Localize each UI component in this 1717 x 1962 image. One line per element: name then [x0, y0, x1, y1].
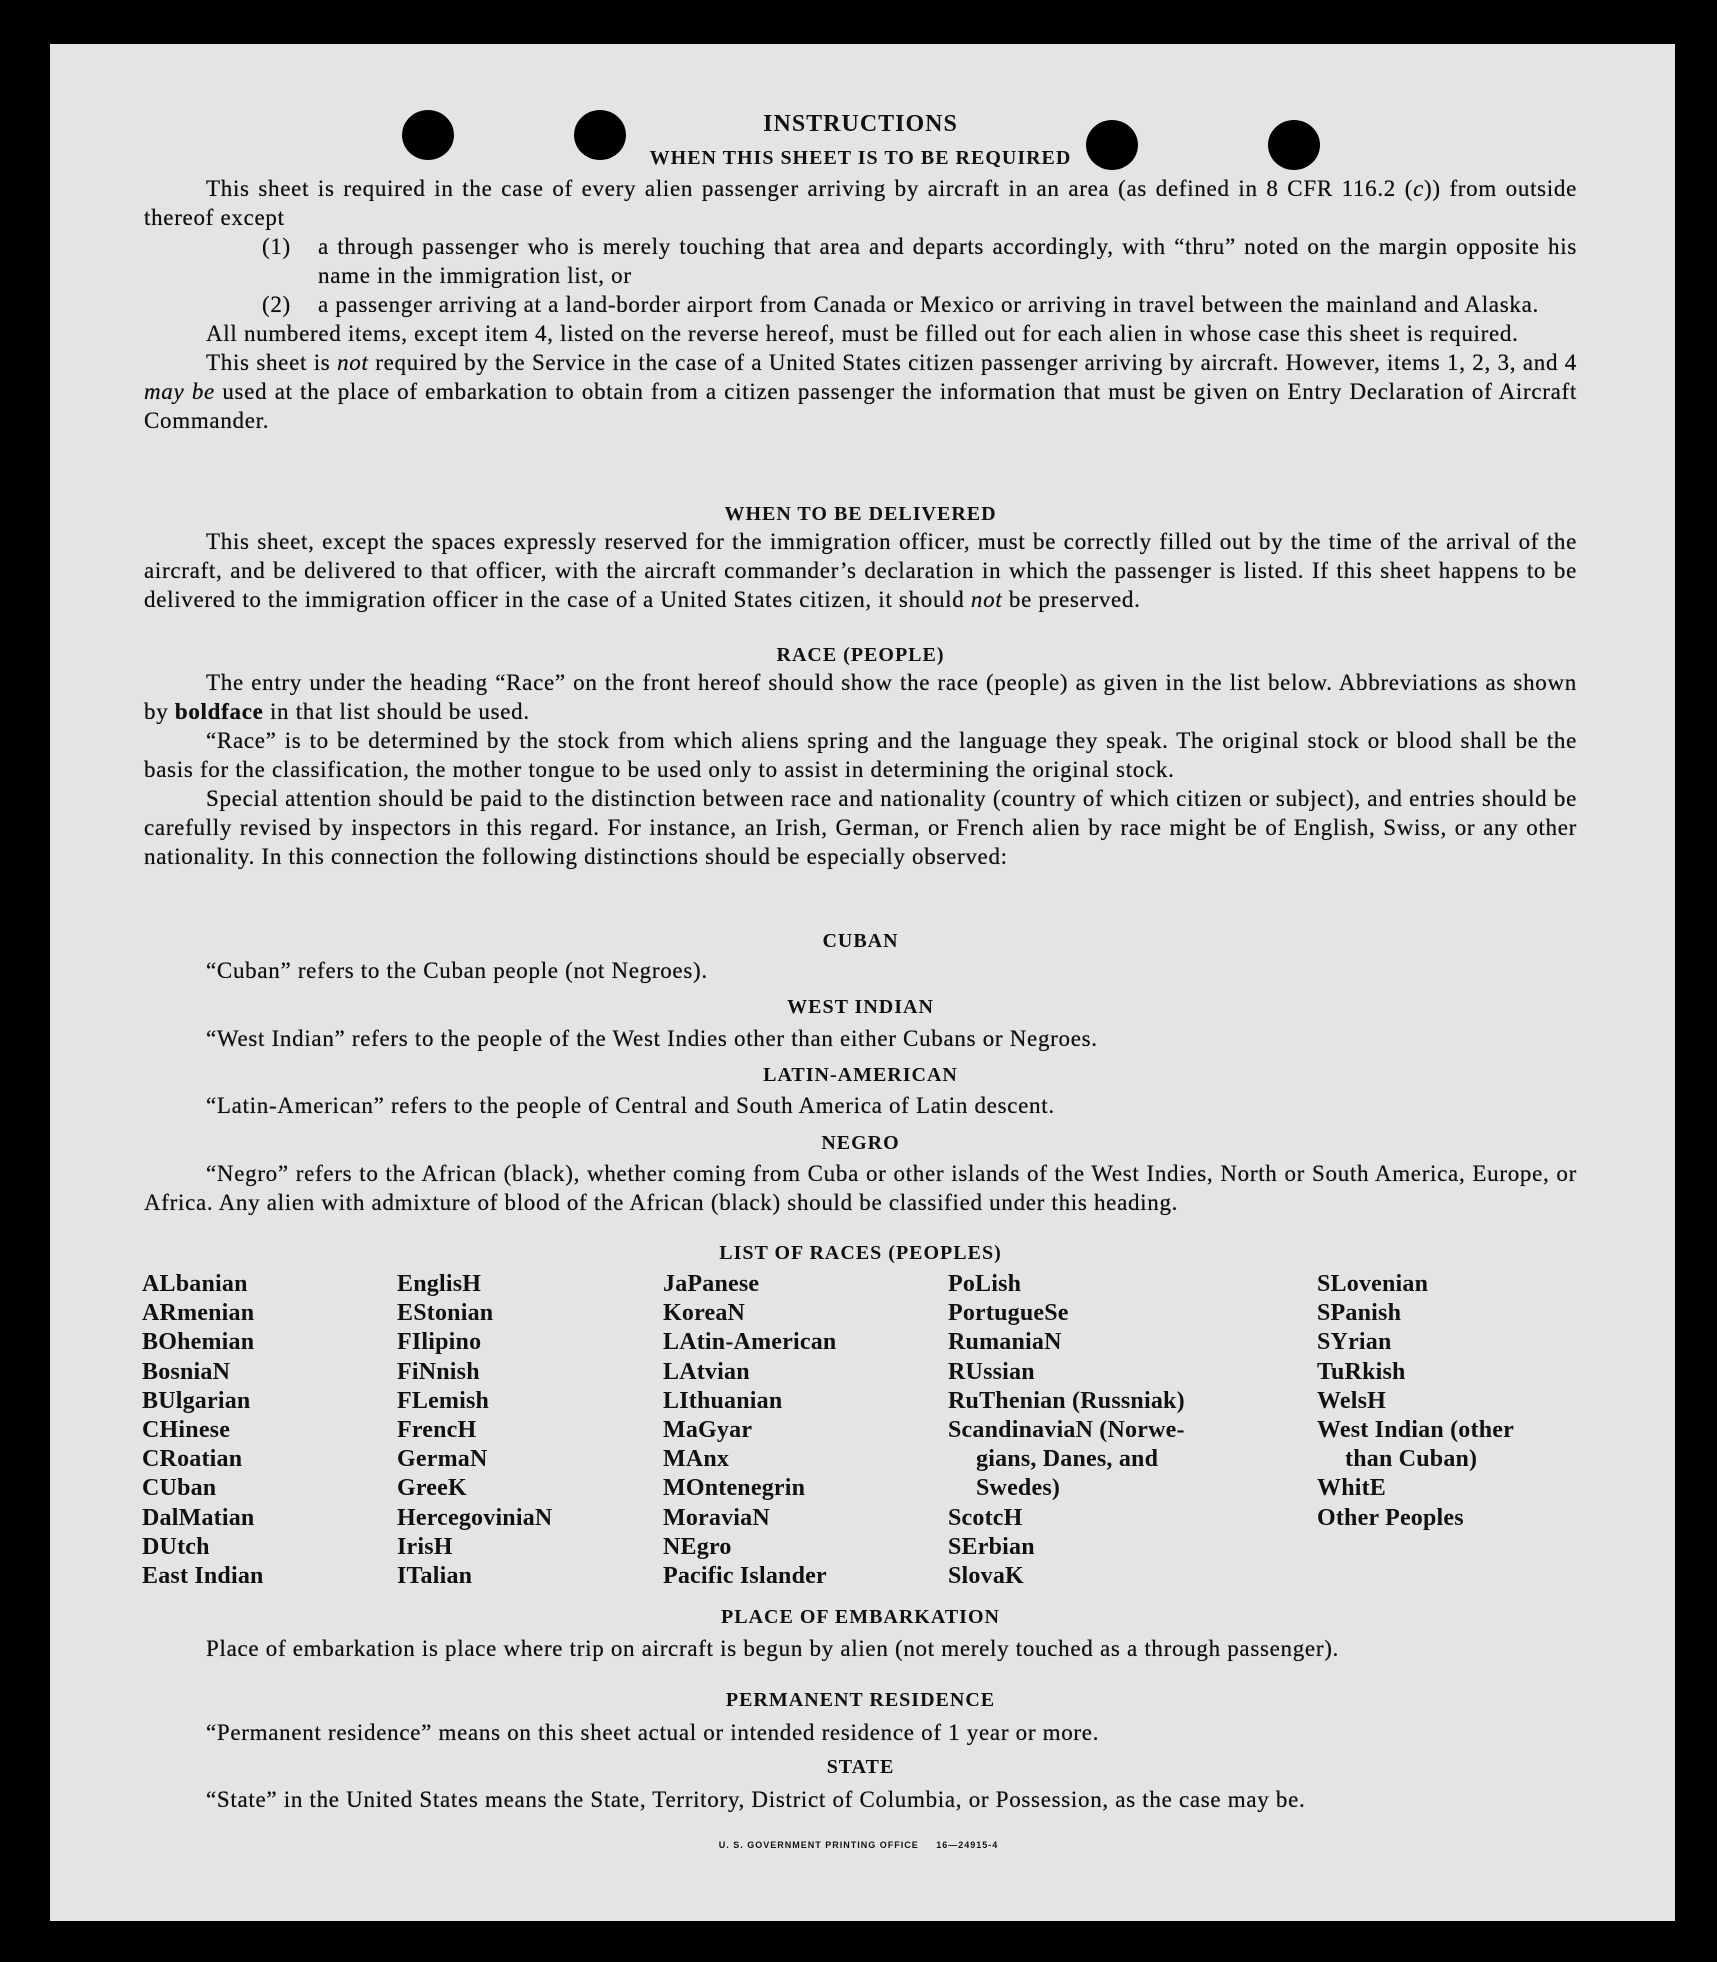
definition [144, 956, 1577, 985]
race-entry: MaGyar [663, 1417, 753, 1444]
race-entry: CHinese [142, 1417, 231, 1444]
definition-text: “Negro” refers to the African (black), whether coming from Cuba or other islands of the West Indies, North or South America, Europe, or Africa. Any alien with admixture of blood of the African (black) should be classified under this heading. [144, 1161, 1577, 1215]
paragraph: The entry under the heading “Race” on the front hereof should show the race (people) as given in the list below. Abbreviations as shown by boldface in that list should be used. [144, 670, 1577, 724]
race-entry: KoreaN [663, 1300, 746, 1327]
section-heading: WHEN TO BE DELIVERED [724, 503, 997, 525]
section-residence [144, 1718, 1577, 1747]
race-entry: EnglisH [397, 1271, 482, 1297]
races-column [142, 1270, 264, 1591]
race-entry: HercegoviniaN [397, 1504, 553, 1531]
race-entry: BUlgarian [142, 1387, 251, 1414]
section-race [144, 668, 1577, 871]
race-entry: IrisH [397, 1533, 453, 1560]
race-entry: FiNnish [397, 1358, 480, 1385]
race-entry: LIthuanian [663, 1387, 783, 1414]
definition [144, 1091, 1577, 1120]
race-entry: Other Peoples [1317, 1504, 1464, 1531]
race-entry: FrencH [397, 1417, 477, 1444]
race-entry: FIlipino [397, 1329, 482, 1356]
race-entry: GreeK [397, 1475, 467, 1502]
races-column [1317, 1270, 1514, 1533]
race-entry: JaPanese [663, 1271, 760, 1297]
page-title: INSTRUCTIONS [763, 111, 958, 137]
race-entry: SPanish [1317, 1300, 1402, 1327]
section-embarkation [144, 1634, 1577, 1663]
race-entry: CUban [142, 1475, 217, 1502]
section-required [144, 174, 1577, 435]
definition-heading: WEST INDIAN [787, 996, 934, 1018]
section-heading: PLACE OF EMBARKATION [721, 1606, 1000, 1628]
paragraph: This sheet is not required by the Service in the case of a United States citizen passenger arriving by aircraft. However, items 1, 2, 3, and 4 may be used at the place of embarkation to obtain from a citizen passenger the information that must be given on Entry Declaration of Aircraft Commander. [144, 350, 1578, 433]
race-entry: PortugueSe [948, 1300, 1069, 1327]
race-entry: Swedes) [976, 1475, 1061, 1502]
race-entry: RuThenian (Russniak) [948, 1387, 1185, 1414]
race-entry: WelsH [1317, 1387, 1387, 1414]
races-heading: LIST OF RACES (PEOPLES) [719, 1242, 1002, 1264]
race-entry: gians, Danes, and [976, 1446, 1159, 1473]
paragraph: This sheet, except the spaces expressly reserved for the immigration officer, must be correctly filled out by the time of the arrival of the aircraft, and be delivered to that officer, with the aircraft commander’s declaration in which the passenger is listed. If this sheet happens to be delivered to the immigration officer in the case of a United States citizen, it should not be preserved. [144, 529, 1577, 612]
section-heading: WHEN THIS SHEET IS TO BE REQUIRED [649, 147, 1072, 169]
race-entry: West Indian (other [1317, 1417, 1514, 1444]
race-entry: SlovaK [948, 1563, 1024, 1590]
race-entry: ITalian [397, 1563, 473, 1590]
definition-heading: CUBAN [822, 930, 899, 952]
section-state [144, 1785, 1577, 1814]
race-entry: WhitE [1317, 1475, 1387, 1502]
race-entry: NEgro [663, 1533, 732, 1560]
section-delivered [144, 527, 1577, 614]
race-entry: CRoatian [142, 1446, 243, 1473]
race-entry: BOhemian [142, 1329, 255, 1356]
definition [144, 1024, 1577, 1053]
race-entry: PoLish [948, 1271, 1022, 1297]
race-entry: ALbanian [142, 1271, 248, 1297]
section-heading: PERMANENT RESIDENCE [725, 1689, 996, 1711]
race-entry: RUssian [948, 1358, 1035, 1385]
race-entry: MOntenegrin [663, 1475, 806, 1502]
race-entry: than Cuban) [1345, 1446, 1478, 1473]
paragraph: “Permanent residence” means on this sheet actual or intended residence of 1 year or more. [206, 1720, 1100, 1745]
list-item: (1) a through passenger who is merely touching that area and departs accordingly, with “thru” noted on the margin opposite his name in the immigration list, or [262, 234, 1577, 288]
race-entry: MAnx [663, 1446, 730, 1473]
form-code: 16—24915-4 [936, 1840, 999, 1850]
race-entry: ARmenian [142, 1300, 255, 1327]
section-heading: RACE (PEOPLE) [776, 644, 945, 666]
paragraph: This sheet is required in the case of every alien passenger arriving by aircraft in an area (as defined in 8 CFR 116.2 (c)) from outside thereof except [144, 176, 1578, 230]
race-entry: ScandinaviaN (Norwe- [948, 1417, 1185, 1444]
definition-heading: NEGRO [821, 1132, 900, 1154]
race-entry: SErbian [948, 1533, 1035, 1560]
race-entry: RumaniaN [948, 1329, 1062, 1356]
race-entry: Pacific Islander [663, 1563, 827, 1590]
race-entry: SLovenian [1317, 1271, 1429, 1297]
races-column [397, 1270, 552, 1591]
list-item: (2) a passenger arriving at a land-border airport from Canada or Mexico or arriving in travel between the mainland and Alaska. [262, 292, 1539, 317]
paragraph: All numbered items, except item 4, listed on the reverse hereof, must be filled out for each alien in whose case this sheet is required. [206, 321, 1519, 346]
definition-heading: LATIN-AMERICAN [763, 1064, 958, 1086]
race-entry: DUtch [142, 1533, 210, 1560]
race-entry: BosniaN [142, 1358, 231, 1385]
race-entry: TuRkish [1317, 1358, 1406, 1385]
definition-text: “Latin-American” refers to the people of Central and South America of Latin descent. [206, 1093, 1055, 1118]
printer-name: U. S. GOVERNMENT PRINTING OFFICE [718, 1840, 919, 1850]
race-entry: LAtvian [663, 1358, 750, 1385]
race-entry: LAtin-American [663, 1329, 837, 1356]
section-heading: STATE [826, 1756, 895, 1778]
definition-text: “Cuban” refers to the Cuban people (not Negroes). [206, 958, 708, 983]
definition [144, 1159, 1577, 1217]
definition-text: “West Indian” refers to the people of the West Indies other than either Cubans or Negroes. [206, 1026, 1098, 1051]
race-entry: SYrian [1317, 1329, 1392, 1356]
race-entry: MoraviaN [663, 1504, 770, 1531]
race-entry: East Indian [142, 1563, 264, 1590]
race-entry: DalMatian [142, 1504, 255, 1531]
races-column [663, 1270, 836, 1591]
races-column [948, 1270, 1185, 1591]
paragraph: “State” in the United States means the State, Territory, District of Columbia, or Possession, as the case may be. [206, 1787, 1306, 1812]
race-entry: ScotcH [948, 1504, 1023, 1531]
race-entry: EStonian [397, 1300, 494, 1327]
printer-footer [0, 1840, 1717, 1850]
paragraph: “Race” is to be determined by the stock from which aliens spring and the language they speak. The original stock or blood shall be the basis for the classification, the mother tongue to be used only to assist in determining the original stock. [144, 728, 1577, 782]
paragraph: Place of embarkation is place where trip on aircraft is begun by alien (not merely touched as a through passenger). [206, 1636, 1340, 1661]
paragraph: Special attention should be paid to the distinction between race and nationality (country of which citizen or subject), and entries should be carefully revised by inspectors in this regard. For instance, an Irish, German, or French alien by race might be of English, Swiss, or any other nationality. In this connection the following distinctions should be especially observed: [144, 786, 1577, 869]
race-entry: FLemish [397, 1387, 490, 1414]
race-entry: GermaN [397, 1446, 488, 1473]
